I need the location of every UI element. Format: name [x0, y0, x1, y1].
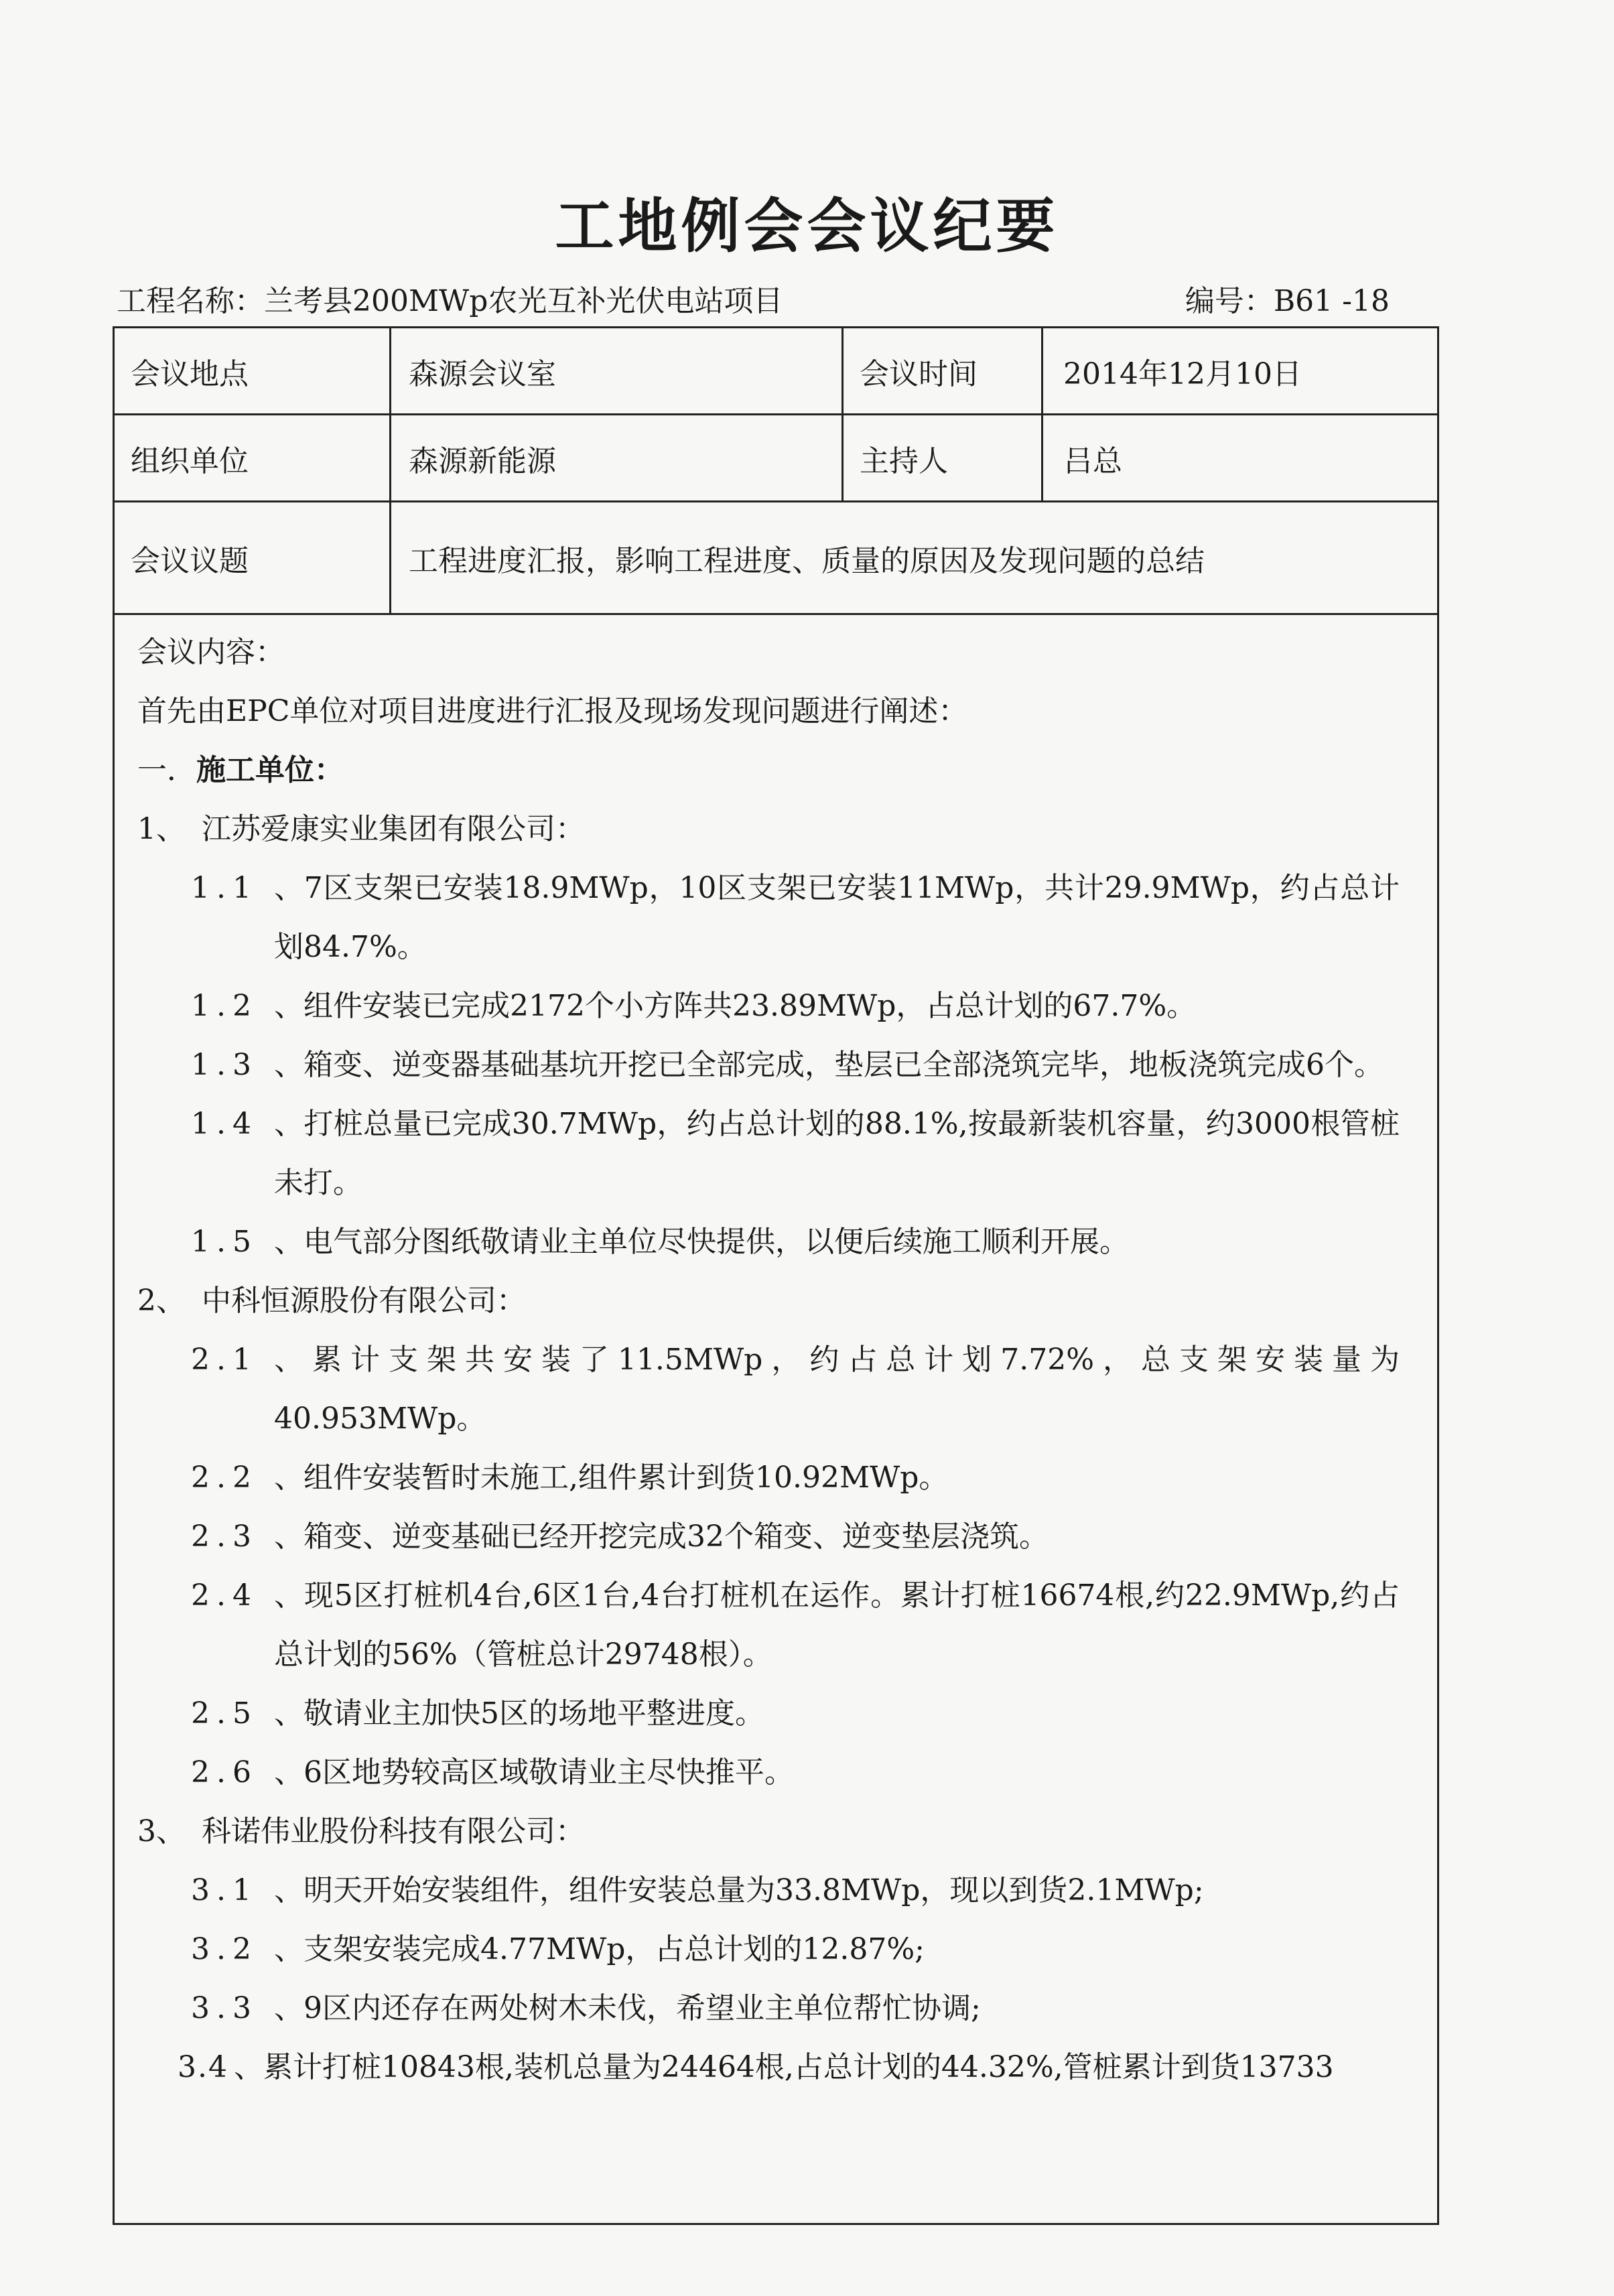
list-item [131, 1920, 1421, 1979]
item-text: 、明天开始安装组件，组件安装总量为33.8MWp，现以到货2.1MWp; [274, 1873, 1204, 1907]
item-text: 、6区地势较高区域敬请业主尽快推平。 [274, 1755, 794, 1789]
item-text: 、组件安装暂时未施工,组件累计到货10.92MWp。 [274, 1461, 949, 1495]
company-name: 江苏爱康实业集团有限公司： [202, 812, 585, 846]
company-index: 2、 [137, 1284, 186, 1318]
item-text: 、7区支架已安装18.9MWp，10区支架已安装11MWp，共计29.9MWp，约占总计划84.7%。 [274, 871, 1400, 964]
location-value: 森源会议室 [409, 356, 556, 391]
list-item [131, 1979, 1421, 2038]
item-text: 、箱变、逆变器基础基坑开挖已全部完成，垫层已全部浇筑完毕，地板浇筑完成6个。 [274, 1048, 1384, 1082]
item-text: 、敬请业主加快5区的场地平整进度。 [274, 1696, 764, 1731]
item-number: 1.3 [191, 1048, 258, 1082]
item-text: 、支架安装完成4.77MWp，占总计划的12.87%; [274, 1932, 925, 1966]
list-item [131, 1036, 1421, 1095]
content-label: 会议内容： [137, 635, 285, 669]
table-row-location-time [115, 328, 1437, 415]
company-name: 科诺伟业股份科技有限公司： [202, 1814, 585, 1848]
item-text: 、9区内还存在两处树木未伐，希望业主单位帮忙协调; [274, 1991, 981, 2025]
company-heading [131, 1272, 1421, 1331]
item-number: 2.2 [191, 1461, 258, 1495]
company-index: 1、 [137, 812, 186, 846]
company-index: 3、 [137, 1814, 186, 1848]
company-name: 中科恒源股份有限公司： [202, 1284, 526, 1318]
document-title: 工地例会会议纪要 [555, 192, 1059, 261]
organizer-value: 森源新能源 [409, 444, 556, 478]
list-item [131, 1566, 1421, 1684]
list-item [131, 1213, 1421, 1272]
project-name: 兰考县200MWp农光互补光伏电站项目 [264, 284, 783, 318]
company-heading [131, 800, 1421, 859]
list-item [131, 977, 1421, 1036]
table-row-topic [115, 502, 1437, 615]
number-field [1185, 280, 1390, 323]
topic-value: 工程进度汇报，影响工程进度、质量的原因及发现问题的总结 [409, 543, 1205, 578]
list-item [131, 1743, 1421, 1802]
content-intro: 首先由EPC单位对项目进度进行汇报及现场发现问题进行阐述： [137, 694, 968, 728]
minutes-table [113, 326, 1439, 2225]
topic-label: 会议议题 [131, 543, 249, 578]
item-text: 、打桩总量已完成30.7MWp，约占总计划的88.1%,按最新装机容量，约3000根管桩未打。 [274, 1107, 1400, 1200]
item-number: 3.2 [191, 1932, 258, 1966]
list-item [131, 1448, 1421, 1507]
section-title: 施工单位： [196, 753, 344, 787]
list-item [131, 1331, 1421, 1448]
item-number: 3.3 [191, 1991, 258, 2025]
item-number: 1.2 [191, 989, 258, 1023]
project-label: 工程名称： [117, 284, 264, 318]
section-index: 一． [137, 753, 196, 787]
list-item [131, 1095, 1421, 1213]
list-item [131, 859, 1421, 977]
meeting-content [115, 623, 1437, 2097]
time-value: 2014年12月10日 [1063, 356, 1302, 391]
header-line [117, 280, 1390, 323]
item-text: 、电气部分图纸敬请业主单位尽快提供，以便后续施工顺利开展。 [274, 1225, 1129, 1259]
item-number: 2.3 [191, 1520, 258, 1554]
number-label: 编号： [1185, 284, 1274, 318]
company-heading [131, 1802, 1421, 1861]
time-label: 会议时间 [860, 356, 978, 391]
location-label: 会议地点 [131, 356, 249, 391]
organizer-label: 组织单位 [131, 444, 249, 478]
host-label: 主持人 [860, 444, 948, 478]
item-number: 3.4 [178, 2050, 228, 2084]
number-value: B61 -18 [1273, 284, 1390, 318]
item-number: 2.5 [191, 1696, 258, 1731]
list-item [131, 1861, 1421, 1920]
item-text: 、累计打桩10843根,装机总量为24464根,占总计划的44.32%,管桩累计到货13733 [234, 2050, 1334, 2084]
project-field [117, 280, 783, 323]
item-number: 3.1 [191, 1873, 258, 1907]
item-number: 2.1 [191, 1343, 258, 1377]
item-number: 1.5 [191, 1225, 258, 1259]
item-text: 、组件安装已完成2172个小方阵共23.89MWp，占总计划的67.7%。 [274, 989, 1197, 1023]
item-number: 2.6 [191, 1755, 258, 1789]
table-row-org-host [115, 415, 1437, 502]
item-number: 1.4 [191, 1107, 258, 1141]
item-number: 1.1 [191, 871, 258, 905]
item-text: 、箱变、逆变基础已经开挖完成32个箱变、逆变垫层浇筑。 [274, 1520, 1049, 1554]
host-value: 吕总 [1063, 444, 1122, 478]
list-item [131, 1684, 1421, 1743]
list-item [131, 1507, 1421, 1566]
item-number: 2.4 [191, 1578, 258, 1613]
item-text: 、现5区打桩机4台,6区1台,4台打桩机在运作。累计打桩16674根,约22.9MWp,约占总计划的56%（管桩总计29748根）。 [274, 1578, 1400, 1672]
section-heading [131, 741, 1421, 800]
item-text: 、累计支架共安装了11.5MWp，约占总计划7.72%，总支架安装量为40.953MWp。 [274, 1343, 1400, 1436]
list-item [131, 2038, 1421, 2097]
